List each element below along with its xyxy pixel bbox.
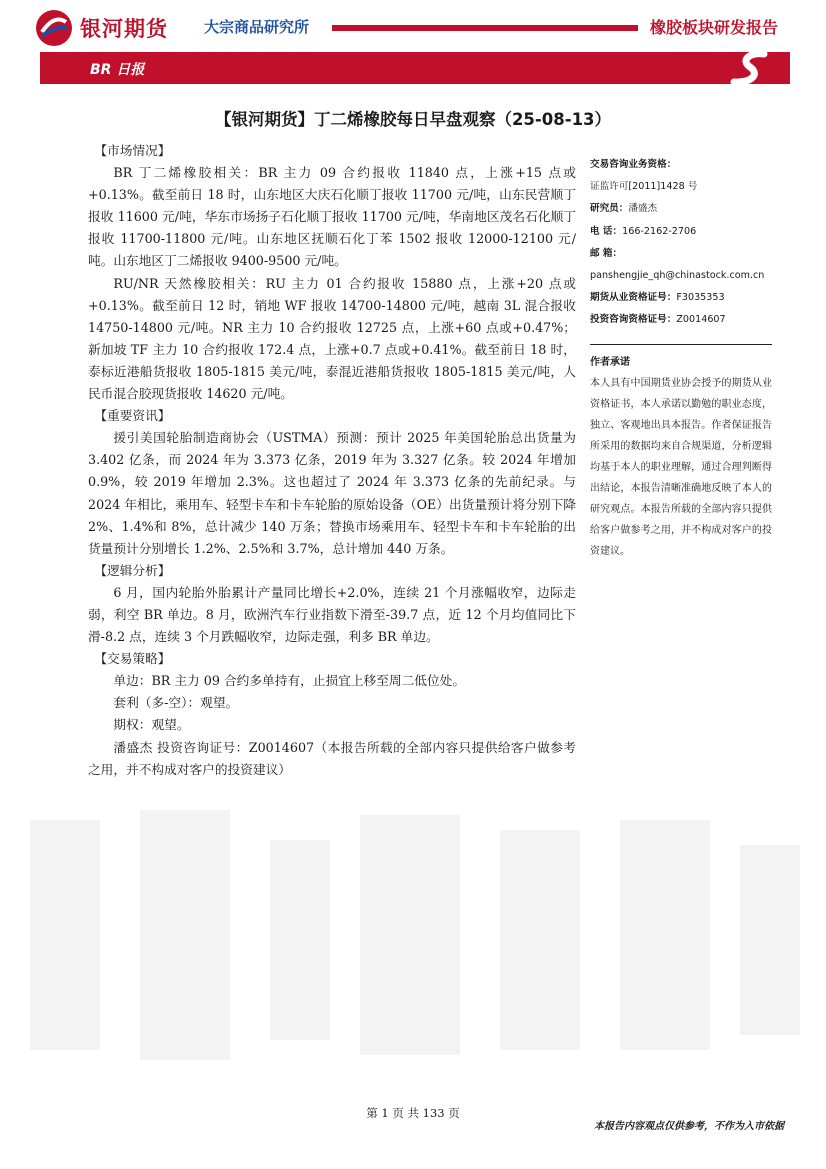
futures-cert-label: 期货从业资格证号： xyxy=(590,292,677,304)
header-rule xyxy=(332,25,638,31)
email-label: 邮 箱： xyxy=(590,247,623,259)
institute-name: 大宗商品研究所 xyxy=(204,18,310,36)
market-paragraph-ru: RU/NR 天然橡胶相关：RU 主力 01 合约报收 15880 点，上涨+20 点或+0.13%。截至前日 12 时，销地 WF 报收 14700-14800 元/吨，越南 3L 混合报收 14750-14800 元/吨。NR 主力 10 合约报收 12725 点，上涨+60 点或+0.47%；新加坡 TF 主力 10 合约报收 172.4 点，上涨+0.7 点或+0.41%。截至前日 18 时，泰标近港船货报收 1805-1815 美元/吨，泰混近港船货报收 1805-1815 美元/吨，人民币混合胶现货报收 14620 元/吨。 xyxy=(88,275,576,402)
researcher-label: 研究员： xyxy=(590,203,629,215)
logic-heading: 【逻辑分析】 xyxy=(94,562,171,578)
advisory-cert-row xyxy=(590,309,786,331)
footer-disclaimer: 本报告内容观点仅供参考，不作为入市依据 xyxy=(594,1121,784,1132)
news-heading: 【重要资讯】 xyxy=(94,408,171,424)
phone-row xyxy=(590,221,786,243)
futures-cert-row xyxy=(590,287,786,309)
news-paragraph: 援引美国轮胎制造商协会（USTMA）预测：预计 2025 年美国轮胎总出货量为 3.402 亿条，而 2024 年为 3.373 亿条，2019 年为 3.327 亿条。较 2024 年增加 0.9%，较 2019 年增加 2.3%。这也超过了 2024 年 3.373 亿条的先前纪录。与 2024 年相比，乘用车、轻型卡车和卡车轮胎的原始设备（OE）出货量预计将分别下降 2%、1.4%和 8%，总计减少 140 万条；替换市场乘用车、轻型卡车和卡车轮胎的出货量预计分别增长 1.2%、2.5%和 3.7%，总计增加 440 万条。 xyxy=(88,430,576,556)
strategy-arbitrage: 套利（多-空）：观望。 xyxy=(113,695,239,711)
pledge-title: 作者承诺 xyxy=(590,356,630,368)
futures-cert-number: F3035353 xyxy=(676,292,725,304)
strategy-heading: 【交易策略】 xyxy=(94,651,171,667)
page-number: 第 1 页 共 133 页 xyxy=(366,1106,460,1120)
header-banner xyxy=(40,52,790,84)
logo-text: 银河期货 xyxy=(80,17,168,41)
qualification-label: 交易咨询业务资格： xyxy=(590,159,677,170)
market-heading: 【市场情况】 xyxy=(94,143,171,158)
market-paragraph-br: BR 丁二烯橡胶相关：BR 主力 09 合约报收 11840 点，上涨+15 点或+0.13%。截至前日 18 时，山东地区大庆石化顺丁报收 11700 元/吨，山东民营顺丁报收 11600 元/吨，华东市场扬子石化顺丁报收 11700 元/吨，华南地区茂名石化顺丁报收 11700-11800 元/吨。山东地区抚顺石化丁苯 1502 报收 12000-12100 元/吨。山东地区丁二烯报收 9400-9500 元/吨。 xyxy=(88,165,576,269)
email-address[interactable]: panshengjie_qh@chinastock.com.cn xyxy=(590,270,765,282)
phone-number: 166-2162-2706 xyxy=(622,225,697,237)
strategy-option: 期权：观望。 xyxy=(113,717,190,733)
banner-label: BR 日报 xyxy=(90,62,145,78)
report-type: 橡胶板块研发报告 xyxy=(650,18,779,37)
analyst-disclaimer: 潘盛杰 投资咨询证号：Z0014607（本报告所载的全部内容只提供给客户做参考之用，并不构成对客户的投资建议） xyxy=(88,739,576,777)
sidebar-divider xyxy=(590,344,772,345)
report-body xyxy=(88,140,576,781)
pledge-text: 本人具有中国期货业协会授予的期货从业资格证书，本人承诺以勤勉的职业态度，独立、客观地出具本报告。作者保证报告所采用的数据均来自合规渠道，分析逻辑均基于本人的职业理解，通过合理判断得出结论，本报告清晰准确地反映了本人的研究观点。本报告所载的全部内容只提供给客户做参考之用，并不构成对客户的投资建议。 xyxy=(590,377,772,557)
galaxy-logo-icon xyxy=(34,8,74,48)
advisory-cert-label: 投资咨询资格证号： xyxy=(590,314,677,326)
researcher-row xyxy=(590,198,786,220)
advisory-cert-number: Z0014607 xyxy=(676,314,726,326)
phone-label: 电 话： xyxy=(590,225,623,237)
background-watermark xyxy=(0,800,826,1100)
strategy-single: 单边：BR 主力 09 合约多单持有，止损宜上移至周二低位处。 xyxy=(113,673,466,689)
researcher-name: 潘盛杰 xyxy=(628,203,658,215)
report-title: 【银河期货】丁二烯橡胶每日早盘观察（25-08-13） xyxy=(214,110,612,129)
company-logo xyxy=(34,8,168,48)
sidebar xyxy=(590,154,786,562)
license-number: 证监许可[2011]1428 号 xyxy=(590,181,698,193)
s-swoosh-icon xyxy=(720,50,776,86)
logic-paragraph: 6 月，国内轮胎外胎累计产量同比增长+2.0%，连续 21 个月涨幅收窄，边际走弱，利空 BR 单边。8 月，欧洲汽车行业指数下滑至-39.7 点，近 12 个月均值同比下滑-8.2 点，连续 3 个月跌幅收窄，边际走强，利多 BR 单边。 xyxy=(88,584,576,645)
